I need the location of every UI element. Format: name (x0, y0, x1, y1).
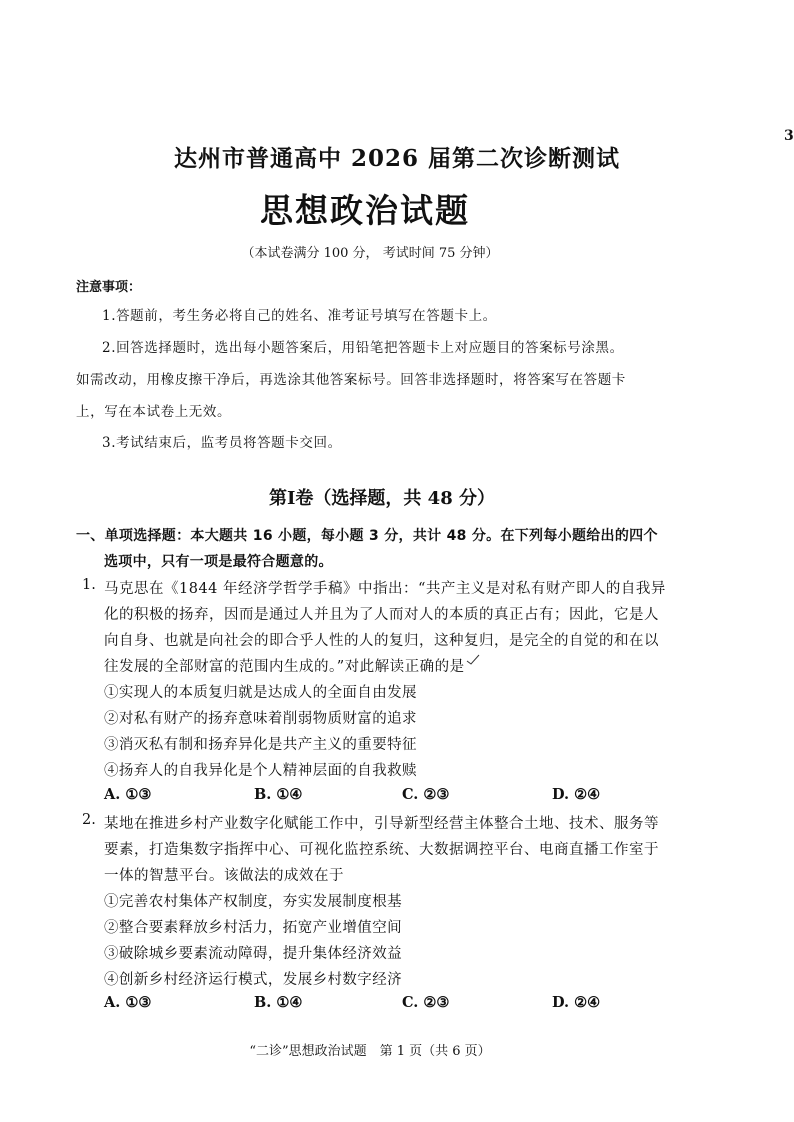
note-item: 2.回答选择题时，选出每小题答案后，用铅笔把答题卡上对应题目的答案标号涂黑。 (102, 340, 624, 356)
section-instruction: 选项中，只有一项是最符合题意的。 (104, 554, 333, 570)
note-item: 上，写在本试卷上无效。 (76, 404, 232, 420)
statement-option: ①实现人的本质复归就是达成人的全面自由发展 (104, 685, 417, 701)
answer-choice-d: D. ②④ (552, 994, 601, 1011)
question-stem-line: 一体的智慧平台。该做法的成效在于 (104, 868, 344, 884)
pencil-mark-icon (466, 654, 480, 666)
answer-choice-a: A. ①③ (104, 994, 152, 1011)
question-stem-line: 向自身、也就是向社会的即合乎人性的人的复归，这种复归，是完全的自觉的和在以 (104, 633, 659, 649)
section-instruction: 一、单项选择题：本大题共 16 小题，每小题 3 分，共计 48 分。在下列每小题给出的四个 (76, 528, 658, 544)
question-stem-line: 化的积极的扬弃，因而是通过人并且为了人而对人的本质的真正占有；因此，它是人 (104, 607, 659, 623)
statement-option: ④扬弃人的自我异化是个人精神层面的自我救赎 (104, 763, 417, 779)
answer-choice-c: C. ②③ (402, 786, 450, 803)
statement-option: ①完善农村集体产权制度，夯实发展制度根基 (104, 894, 402, 910)
note-item: 1.答题前，考生务必将自己的姓名、准考证号填写在答题卡上。 (102, 308, 497, 324)
answer-choice-a: A. ①③ (104, 786, 152, 803)
note-item: 如需改动，用橡皮擦干净后，再选涂其他答案标号。回答非选择题时，将答案写在答题卡 (76, 372, 626, 388)
notes-heading: 注意事项： (76, 280, 142, 295)
page-footer: “二诊”思想政治试题 第 1 页（共 6 页） (249, 1044, 491, 1059)
question-number: 2. (82, 812, 96, 828)
statement-option: ③消灭私有制和扬弃异化是共产主义的重要特征 (104, 737, 417, 753)
answer-choice-b: B. ①④ (254, 994, 303, 1011)
question-number: 1. (82, 577, 96, 593)
section-title: 第Ⅰ卷（选择题，共 48 分） (268, 488, 495, 509)
answer-choice-c: C. ②③ (402, 994, 450, 1011)
score-note: （本试卷满分 100 分， 考试时间 75 分钟） (241, 246, 499, 261)
subject-title: 思想政治试题 (260, 191, 470, 230)
exam-title: 达州市普通高中 2026 届第二次诊断测试 (173, 145, 621, 172)
answer-choice-b: B. ①④ (254, 786, 303, 803)
note-item: 3.考试结束后，监考员将答题卡交回。 (102, 435, 342, 451)
statement-option: ④创新乡村经济运行模式，发展乡村数字经济 (104, 972, 402, 988)
statement-option: ②对私有财产的扬弃意味着削弱物质财富的追求 (104, 711, 417, 727)
question-stem-line: 往发展的全部财富的范围内生成的。”对此解读正确的是 (104, 659, 465, 675)
answer-choice-d: D. ②④ (552, 786, 601, 803)
question-stem-line: 要素，打造集数字指挥中心、可视化监控系统、大数据调控平台、电商直播工作室于 (104, 842, 659, 858)
question-stem-line: 某地在推进乡村产业数字化赋能工作中，引导新型经营主体整合土地、技术、服务等 (104, 816, 659, 832)
statement-option: ③破除城乡要素流动障碍，提升集体经济效益 (104, 946, 402, 962)
question-stem-line: 马克思在《1844 年经济学哲学手稿》中指出：“共产主义是对私有财产即人的自我异 (104, 581, 666, 597)
statement-option: ②整合要素释放乡村活力，拓宽产业增值空间 (104, 920, 402, 936)
page-marker: 3 (784, 128, 794, 144)
